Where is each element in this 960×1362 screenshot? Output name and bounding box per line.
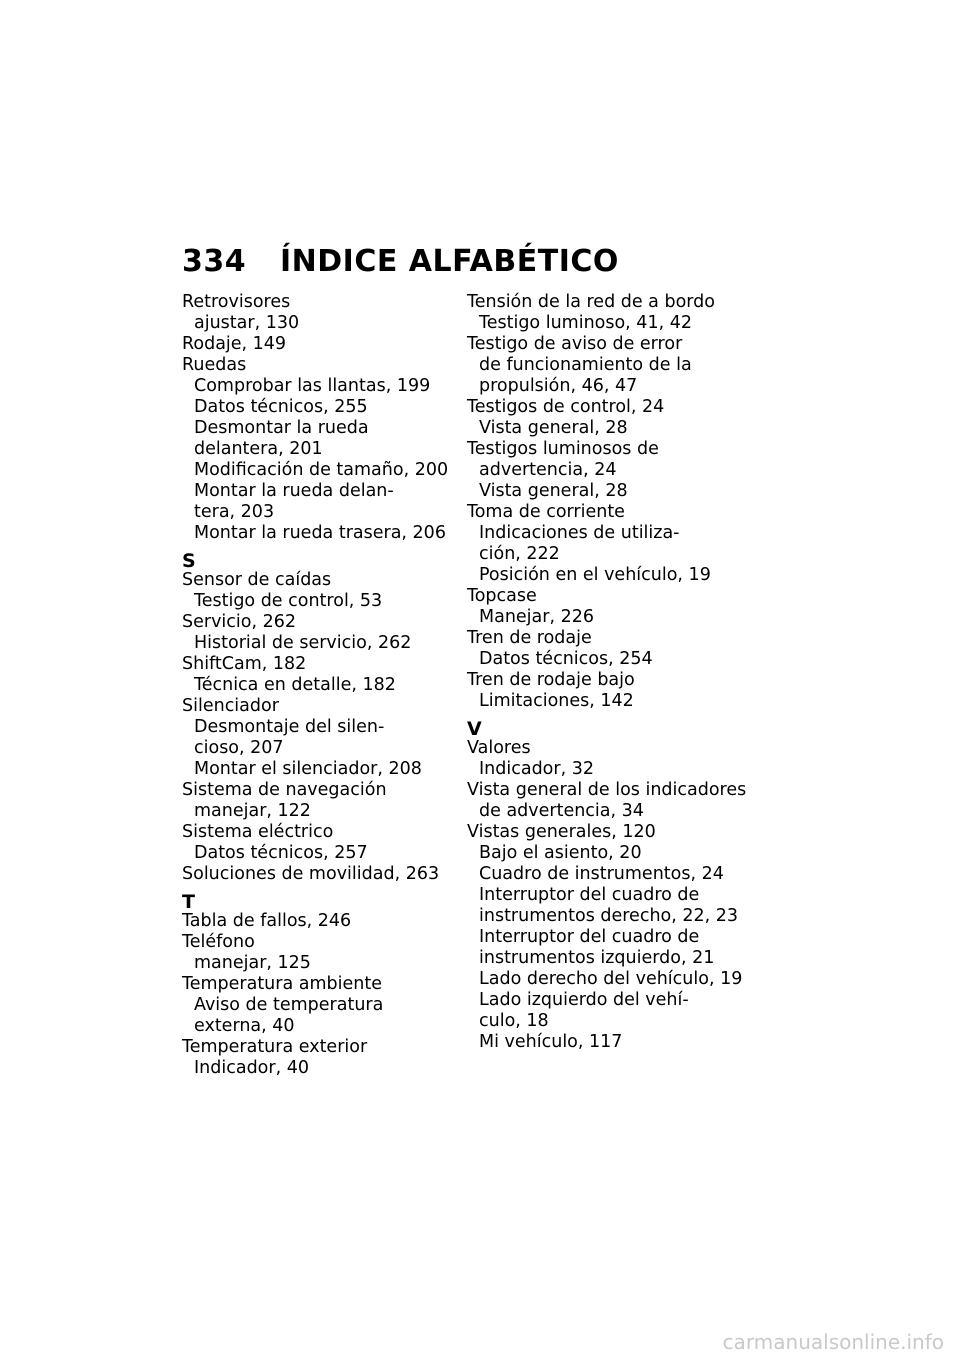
index-term: ShiftCam, 182 — [182, 654, 307, 674]
page-number: 334 — [182, 244, 247, 279]
index-term: Sistema de navegación — [182, 780, 387, 800]
page-title: ÍNDICE ALFABÉTICO — [280, 244, 619, 279]
index-subentry: manejar, 125 — [194, 953, 311, 973]
index-subentry: Manejar, 226 — [479, 607, 594, 627]
index-subentry: Comprobar las llantas, 199 — [194, 376, 431, 396]
index-subentry: Técnica en detalle, 182 — [194, 675, 396, 695]
index-subentry: instrumentos izquierdo, 21 — [479, 948, 715, 968]
index-subentry: tera, 203 — [194, 502, 275, 522]
index-subentry: Bajo el asiento, 20 — [479, 843, 642, 863]
watermark: carmanualsonline.info — [722, 1330, 944, 1354]
index-subentry: Montar la rueda delan- — [194, 481, 394, 501]
index-subentry: Datos técnicos, 257 — [194, 843, 368, 863]
index-subentry: Interruptor del cuadro de — [479, 927, 700, 947]
index-term: Sensor de caídas — [182, 570, 332, 590]
index-term: Tren de rodaje — [467, 628, 592, 648]
index-term: Soluciones de movilidad, 263 — [182, 864, 440, 884]
index-subentry: advertencia, 24 — [479, 460, 617, 480]
page-header — [182, 244, 619, 280]
index-letter-heading: T — [182, 891, 195, 913]
index-subentry: Indicador, 40 — [194, 1058, 309, 1078]
index-subentry: Desmontaje del silen- — [194, 717, 385, 737]
index-letter-heading: S — [182, 550, 196, 572]
index-term: Valores — [467, 738, 531, 758]
index-column-left — [182, 292, 462, 1079]
index-term: Vista general de los indicadores — [467, 780, 747, 800]
index-subentry: Testigo de control, 53 — [194, 591, 383, 611]
index-subentry: Posición en el vehículo, 19 — [479, 565, 711, 585]
index-term: Topcase — [467, 586, 537, 606]
index-subentry: de funcionamiento de la — [479, 355, 692, 375]
index-subentry: Modificación de tamaño, 200 — [194, 460, 449, 480]
index-term: Rodaje, 149 — [182, 334, 287, 354]
index-subentry: de advertencia, 34 — [479, 801, 644, 821]
index-subentry: Datos técnicos, 255 — [194, 397, 368, 417]
index-term: Retrovisores — [182, 292, 291, 312]
index-subentry: Vista general, 28 — [479, 418, 628, 438]
index-subentry: culo, 18 — [479, 1011, 549, 1031]
index-term: Silenciador — [182, 696, 279, 716]
index-subentry: Mi vehículo, 117 — [479, 1032, 623, 1052]
index-subentry: Montar la rueda trasera, 206 — [194, 523, 446, 543]
index-subentry: Cuadro de instrumentos, 24 — [479, 864, 724, 884]
index-subentry: instrumentos derecho, 22, 23 — [479, 906, 739, 926]
index-column-right — [467, 292, 747, 1053]
index-term: Temperatura ambiente — [182, 974, 382, 994]
index-subentry: ción, 222 — [479, 544, 560, 564]
index-subentry: ajustar, 130 — [194, 313, 300, 333]
index-subentry: Historial de servicio, 262 — [194, 633, 412, 653]
index-subentry: Indicador, 32 — [479, 759, 594, 779]
index-subentry: Desmontar la rueda — [194, 418, 369, 438]
index-subentry: Vista general, 28 — [479, 481, 628, 501]
index-term: Tabla de fallos, 246 — [182, 911, 352, 931]
index-term: Tensión de la red de a bordo — [467, 292, 715, 312]
index-subentry: manejar, 122 — [194, 801, 311, 821]
index-subentry: Indicaciones de utiliza- — [479, 523, 680, 543]
index-subentry: Testigo luminoso, 41, 42 — [479, 313, 692, 333]
index-subentry: Montar el silenciador, 208 — [194, 759, 422, 779]
index-term: Ruedas — [182, 355, 247, 375]
index-term: Testigos de control, 24 — [467, 397, 665, 417]
index-subentry: Limitaciones, 142 — [479, 691, 634, 711]
index-term: Testigos luminosos de — [467, 439, 659, 459]
index-term: Sistema eléctrico — [182, 822, 334, 842]
index-subentry: externa, 40 — [194, 1016, 295, 1036]
index-subentry: Interruptor del cuadro de — [479, 885, 700, 905]
index-term: Toma de corriente — [467, 502, 625, 522]
index-subentry: delantera, 201 — [194, 439, 323, 459]
index-subentry: Lado derecho del vehículo, 19 — [479, 969, 743, 989]
index-subentry: propulsión, 46, 47 — [479, 376, 638, 396]
index-subentry: Aviso de temperatura — [194, 995, 384, 1015]
index-term: Vistas generales, 120 — [467, 822, 656, 842]
index-letter-heading: V — [467, 718, 482, 740]
index-term: Teléfono — [182, 932, 255, 952]
index-subentry: Datos técnicos, 254 — [479, 649, 653, 669]
index-subentry: Lado izquierdo del vehí- — [479, 990, 689, 1010]
index-term: Servicio, 262 — [182, 612, 297, 632]
index-term: Temperatura exterior — [182, 1037, 368, 1057]
index-term: Testigo de aviso de error — [467, 334, 683, 354]
index-subentry: cioso, 207 — [194, 738, 284, 758]
index-term: Tren de rodaje bajo — [467, 670, 635, 690]
